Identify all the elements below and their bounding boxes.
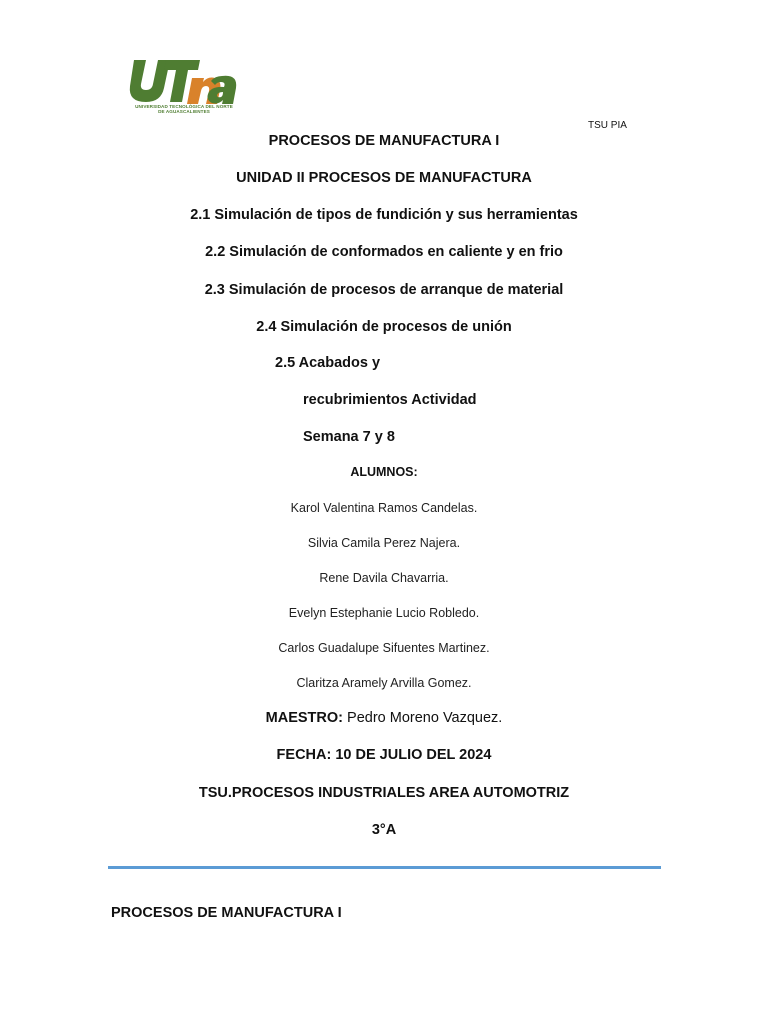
logo-subtitle xyxy=(128,104,240,115)
student-name: Rene Davila Chavarria. xyxy=(319,571,449,585)
topic-2-1: 2.1 Simulación de tipos de fundición y sus herramientas xyxy=(190,207,578,223)
section-divider xyxy=(108,866,661,869)
unit-title: UNIDAD II PROCESOS DE MANUFACTURA xyxy=(236,170,532,186)
group-line: 3°A xyxy=(371,822,397,838)
logo-subtitle-line2: DE AGUASCALIENTES xyxy=(158,109,210,115)
logo-subtitle-line1: UNIVERSIDAD TECNOLÓGICA DEL NORTE xyxy=(135,104,233,109)
footer-heading: PROCESOS DE MANUFACTURA I xyxy=(111,905,342,921)
teacher-line xyxy=(0,710,768,726)
topic-2-5: 2.5 Acabados y xyxy=(275,355,381,371)
teacher-label: MAESTRO: xyxy=(265,710,343,726)
date-line: FECHA: 10 DE JULIO DEL 2024 xyxy=(276,747,492,763)
student-name: Silvia Camila Perez Najera. xyxy=(307,536,461,550)
topic-2-4: 2.4 Simulación de procesos de unión xyxy=(256,319,512,335)
header-tag: TSU PIA xyxy=(588,120,627,131)
week-label: Semana 7 y 8 xyxy=(303,429,395,445)
student-name: Karol Valentina Ramos Candelas. xyxy=(290,501,478,515)
topic-2-5-continued: recubrimientos Actividad xyxy=(303,392,477,408)
teacher-name: Pedro Moreno Vazquez. xyxy=(343,710,503,726)
course-title: PROCESOS DE MANUFACTURA I xyxy=(268,133,500,149)
logo-letter-u xyxy=(130,60,170,102)
topic-2-2: 2.2 Simulación de conformados en caliente y en frio xyxy=(205,244,563,260)
students-label: ALUMNOS: xyxy=(350,465,418,479)
topic-2-3: 2.3 Simulación de procesos de arranque de material xyxy=(204,282,564,298)
student-name: Claritza Aramely Arvilla Gomez. xyxy=(296,676,472,690)
student-name: Evelyn Estephanie Lucio Robledo. xyxy=(288,606,480,620)
program-line: TSU.PROCESOS INDUSTRIALES AREA AUTOMOTRIZ xyxy=(198,785,570,801)
student-name: Carlos Guadalupe Sifuentes Martinez. xyxy=(278,641,490,655)
